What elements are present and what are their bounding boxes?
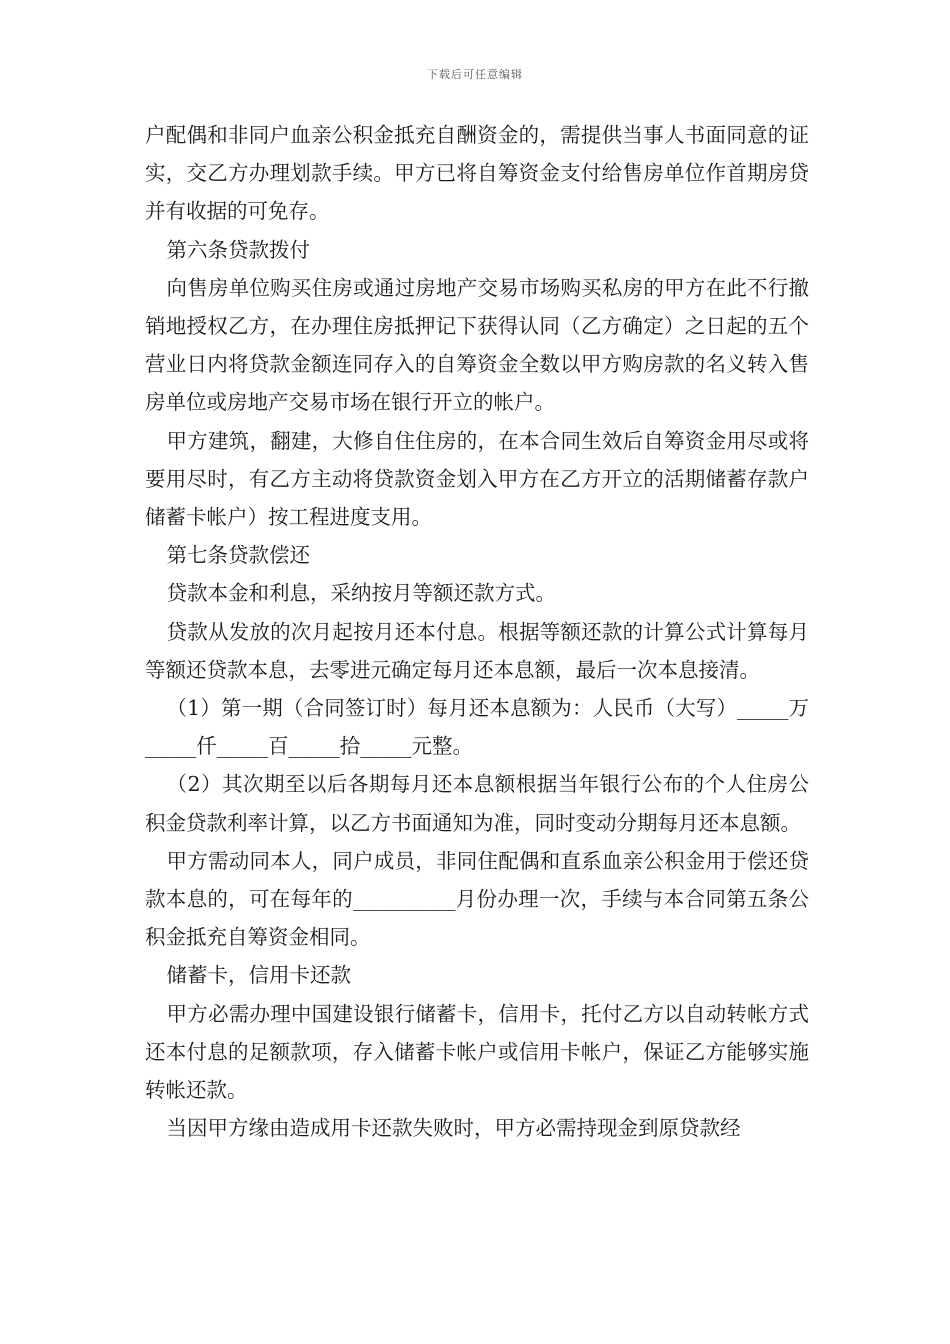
paragraph: 甲方必需办理中国建设银行储蓄卡，信用卡，托付乙方以自动转帐方式还本付息的足额款项，存入储蓄卡帐户或信用卡帐户，保证乙方能够实施转帐还款。 — [145, 1001, 809, 1103]
paragraph: （1）第一期（合同签订时）每月还本息额为：人民币（大写）_____万_____仟_____百_____拾_____元整。 — [145, 696, 809, 759]
page-header-note: 下载后可任意编辑 — [427, 68, 523, 81]
paragraph: 贷款本金和利息，采纳按月等额还款方式。 — [166, 581, 557, 606]
document-body — [145, 116, 809, 1147]
section-heading: 储蓄卡，信用卡还款 — [166, 963, 352, 988]
paragraph: 甲方需动同本人，同户成员，非同住配偶和直系血亲公积金用于偿还贷款本息的，可在每年的__________月份办理一次，手续与本合同第五条公积金抵充自筹资金相同。 — [145, 848, 809, 950]
paragraph: 户配偶和非同户血亲公积金抵充自酬资金的，需提供当事人书面同意的证实，交乙方办理划款手续。甲方已将自筹资金支付给售房单位作首期房贷并有收据的可免存。 — [145, 123, 809, 224]
paragraph: （2）其次期至以后各期每月还本息额根据当年银行公布的个人住房公积金贷款利率计算，以乙方书面通知为准，同时变动分期每月还本息额。 — [145, 772, 809, 835]
paragraph: 向售房单位购买住房或通过房地产交易市场购买私房的甲方在此不行撤销地授权乙方，在办理住房抵押记下获得认同（乙方确定）之日起的五个营业日内将贷款金额连同存入的自筹资金全数以甲方购房款的名义转入售房单位或房地产交易市场在银行开立的帐户。 — [145, 275, 809, 415]
paragraph: 甲方建筑，翻建，大修自住住房的，在本合同生效后自筹资金用尽或将要用尽时，有乙方主动将贷款资金划入甲方在乙方开立的活期储蓄存款户储蓄卡帐户）按工程进度支用。 — [145, 428, 809, 530]
paragraph: 贷款从发放的次月起按月还本付息。根据等额还款的计算公式计算每月等额还贷款本息，去零进元确定每月还本息额，最后一次本息接清。 — [145, 619, 809, 682]
paragraph: 当因甲方缘由造成用卡还款失败时，甲方必需持现金到原贷款经 — [166, 1116, 741, 1141]
section-heading: 第六条贷款拨付 — [166, 237, 311, 262]
section-heading: 第七条贷款偿还 — [166, 543, 311, 568]
